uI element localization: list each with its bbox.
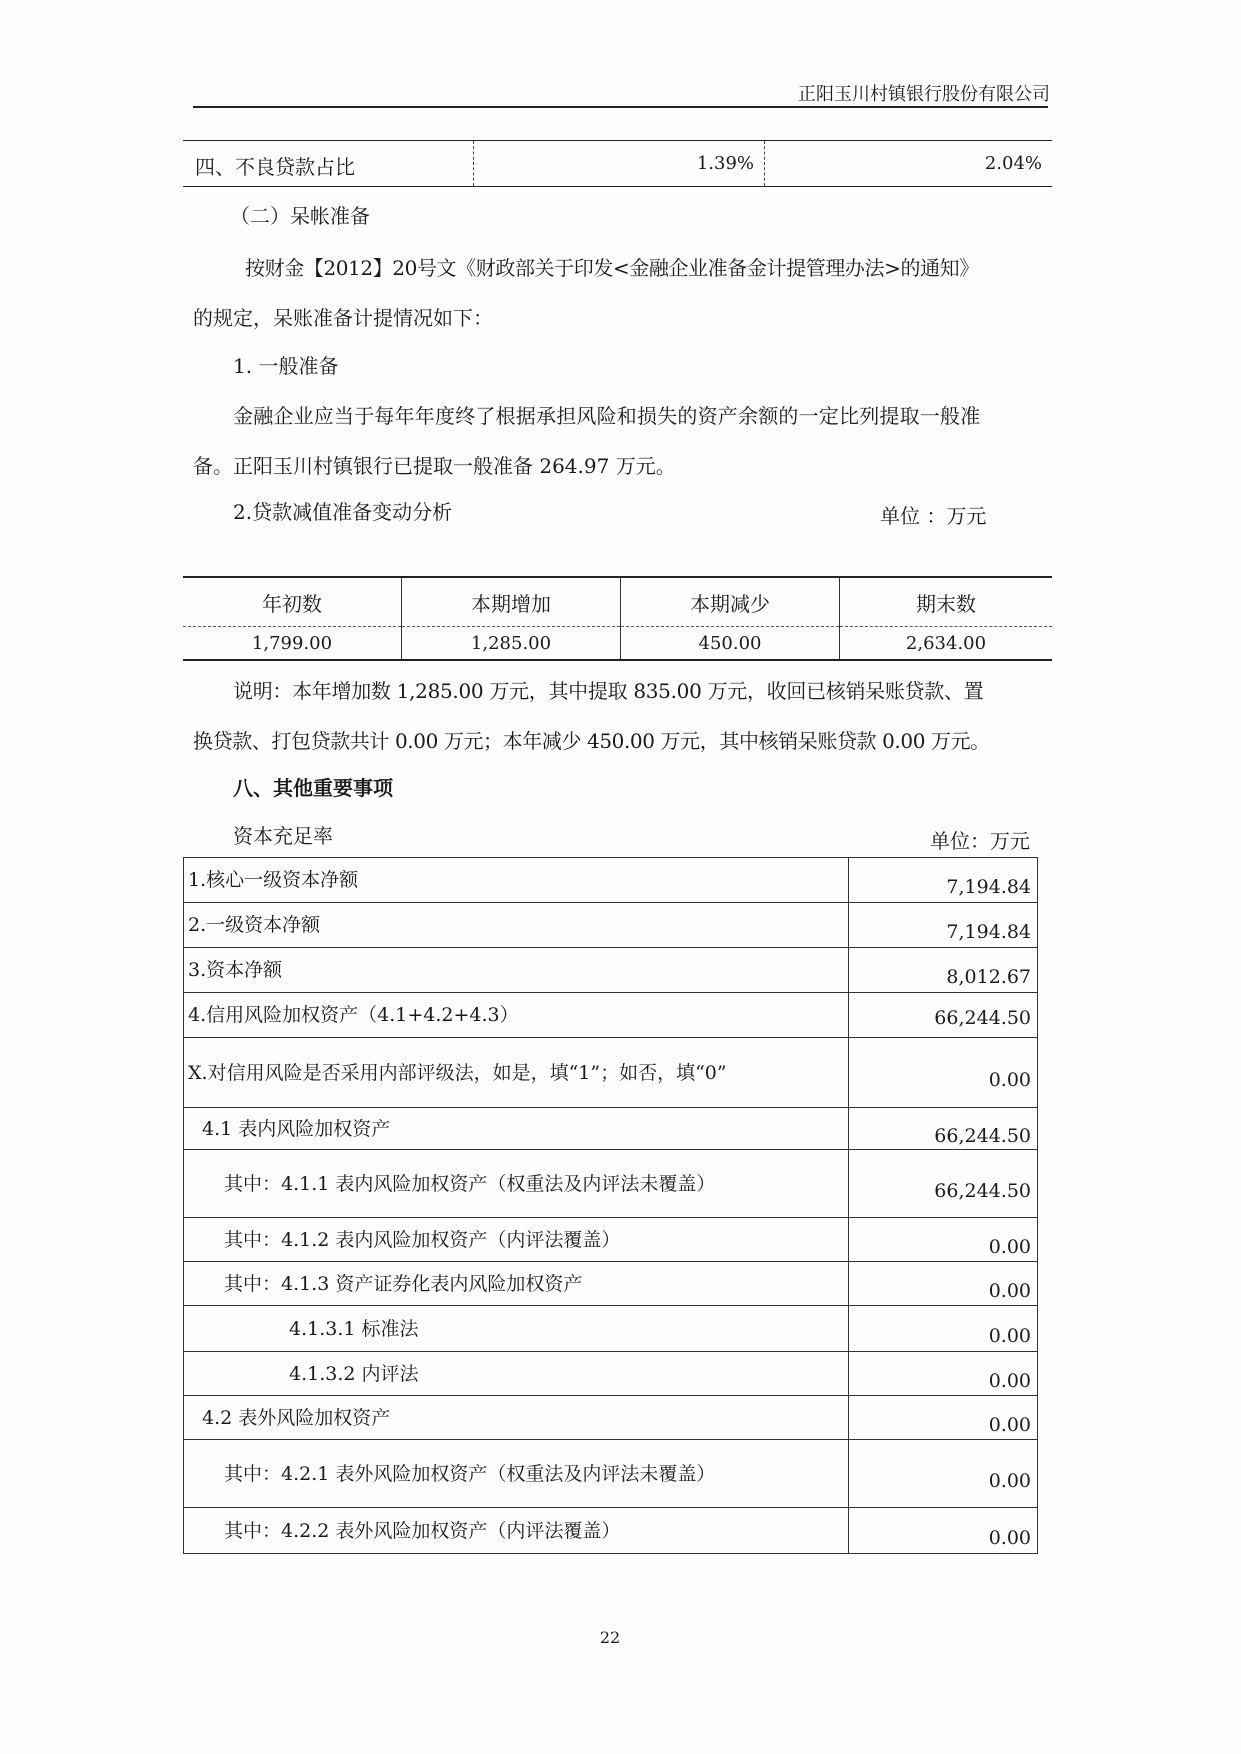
table-cell-value: 0.00: [849, 1306, 1038, 1352]
table-row: [183, 627, 1052, 661]
table-cell: 2,634.00: [840, 627, 1053, 661]
table-cell-label: 2.一级资本净额: [184, 903, 849, 948]
table-row: [184, 1262, 1038, 1306]
table-row: [184, 1306, 1038, 1352]
note-line: 换贷款、打包贷款共计 0.00 万元；本年减少 450.00 万元，其中核销呆账贷款 0.00 万元。: [193, 729, 990, 753]
table-cell-value: 7,194.84: [849, 903, 1038, 948]
table-cell-label: 4.1 表内风险加权资产: [184, 1108, 849, 1150]
npl-value-2: 2.04%: [984, 153, 1042, 174]
table-row: [184, 858, 1038, 903]
table-cell-label: 其中：4.1.2 表内风险加权资产（内评法覆盖）: [184, 1218, 849, 1262]
table-cell-value: 0.00: [849, 1038, 1038, 1108]
table-row: [184, 1150, 1038, 1218]
npl-ratio-row: [183, 140, 1052, 187]
table-cell: 450.00: [621, 627, 840, 661]
npl-value-1: 1.39%: [696, 153, 754, 174]
table-cell: 1,285.00: [402, 627, 621, 661]
table-cell: 1,799.00: [183, 627, 402, 661]
table-row: [184, 1108, 1038, 1150]
provision-table: [183, 576, 1052, 661]
table-cell-value: 0.00: [849, 1352, 1038, 1396]
header-title: 正阳玉川村镇银行股份有限公司: [798, 84, 1050, 105]
table-cell-label: X.对信用风险是否采用内部评级法，如是，填“1”；如否，填“0”: [184, 1038, 849, 1108]
table-cell-value: 0.00: [849, 1396, 1038, 1440]
subheading-general-reserve: 1. 一般准备: [233, 354, 339, 378]
table-row: [184, 1396, 1038, 1440]
table-row: [184, 993, 1038, 1038]
section-heading-bad-debt: （二）呆帐准备: [230, 204, 370, 228]
subheading-impairment: 2.贷款减值准备变动分析: [233, 500, 453, 524]
table-cell-value: 66,244.50: [849, 1108, 1038, 1150]
table-cell-value: 66,244.50: [849, 1150, 1038, 1218]
npl-label: 四、不良贷款占比: [195, 155, 355, 179]
section-heading-other: 八、其他重要事项: [233, 776, 393, 800]
table-header-cell: 年初数: [183, 577, 402, 627]
page-number: 22: [599, 1628, 621, 1647]
table-header-cell: 本期减少: [621, 577, 840, 627]
table-cell-label: 其中：4.1.3 资产证券化表内风险加权资产: [184, 1262, 849, 1306]
paragraph-line: 按财金【2012】20号文《财政部关于印发<金融企业准备金计提管理办法>的通知》: [245, 256, 979, 280]
table-cell-label: 4.1.3.2 内评法: [184, 1352, 849, 1396]
unit-label: 单位 ：万元: [880, 504, 987, 528]
table-header-row: [183, 577, 1052, 627]
table-row: [184, 1352, 1038, 1396]
table-row: [184, 903, 1038, 948]
table-cell-value: 7,194.84: [849, 858, 1038, 903]
subheading-capital-adequacy: 资本充足率: [233, 824, 333, 848]
npl-cell-1: [473, 141, 765, 186]
table-cell-label: 3.资本净额: [184, 948, 849, 993]
table-cell-label: 其中：4.1.1 表内风险加权资产（权重法及内评法未覆盖）: [184, 1150, 849, 1218]
paragraph-line: 备。正阳玉川村镇银行已提取一般准备 264.97 万元。: [193, 454, 676, 478]
table-cell-label: 4.信用风险加权资产（4.1+4.2+4.3）: [184, 993, 849, 1038]
table-cell-label: 其中：4.2.1 表外风险加权资产（权重法及内评法未覆盖）: [184, 1440, 849, 1508]
capital-adequacy-table: [183, 857, 1038, 1554]
paragraph-line: 的规定，呆账准备计提情况如下：: [193, 306, 493, 330]
table-cell-value: 8,012.67: [849, 948, 1038, 993]
note-line: 说明：本年增加数 1,285.00 万元，其中提取 835.00 万元，收回已核销呆账贷款、置: [233, 679, 984, 703]
table-row: [184, 1508, 1038, 1554]
table-row: [184, 1440, 1038, 1508]
table-cell-label: 4.2 表外风险加权资产: [184, 1396, 849, 1440]
table-cell-value: 0.00: [849, 1218, 1038, 1262]
table-cell-value: 66,244.50: [849, 993, 1038, 1038]
table-header-cell: 本期增加: [402, 577, 621, 627]
table-header-cell: 期末数: [840, 577, 1053, 627]
table-row: [184, 1038, 1038, 1108]
table-row: [184, 948, 1038, 993]
table-cell-label: 1.核心一级资本净额: [184, 858, 849, 903]
table-cell-label: 其中：4.2.2 表外风险加权资产（内评法覆盖）: [184, 1508, 849, 1554]
table-cell-value: 0.00: [849, 1508, 1038, 1554]
header-divider: [193, 106, 1048, 108]
table-cell-value: 0.00: [849, 1262, 1038, 1306]
paragraph-line: 金融企业应当于每年年度终了根据承担风险和损失的资产余额的一定比列提取一般准: [233, 404, 981, 428]
unit-label: 单位：万元: [930, 829, 1030, 853]
table-row: [184, 1218, 1038, 1262]
table-cell-value: 0.00: [849, 1440, 1038, 1508]
npl-cell-2: [763, 141, 1052, 186]
table-cell-label: 4.1.3.1 标准法: [184, 1306, 849, 1352]
